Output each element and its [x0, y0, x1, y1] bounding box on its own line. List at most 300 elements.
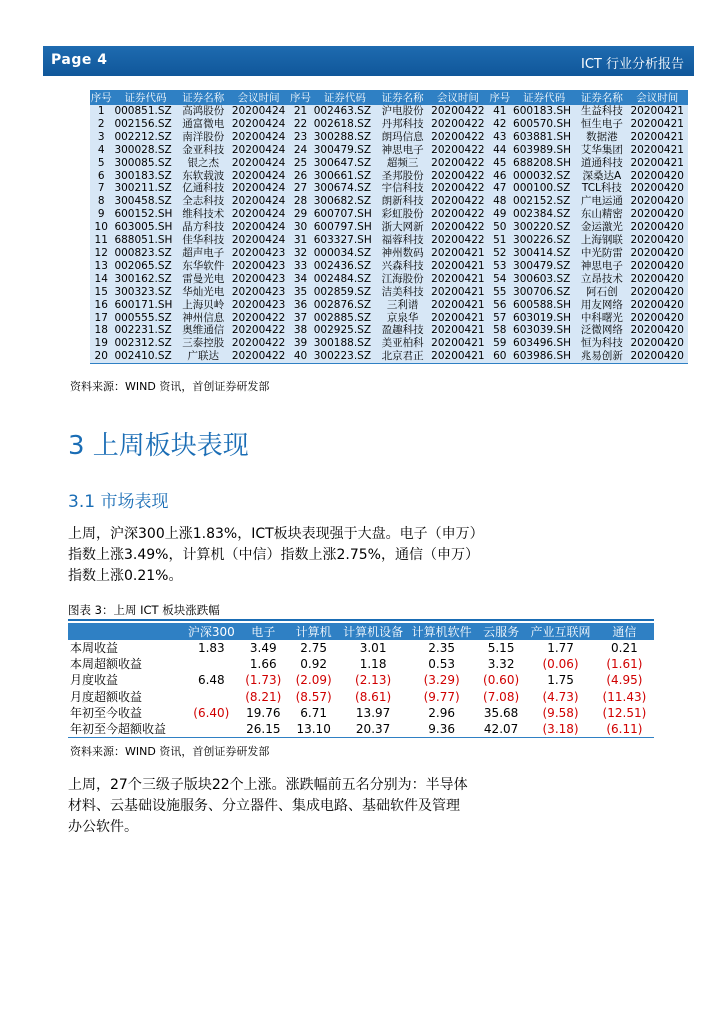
table-cell: 20200422	[427, 182, 488, 195]
table-row	[90, 105, 688, 118]
table-cell: (0.06)	[542, 657, 579, 672]
table-row	[90, 234, 688, 247]
table-cell: 道通科技	[577, 157, 626, 170]
table-cell: 002152.SZ	[511, 195, 577, 208]
table-cell: 603327.SH	[312, 234, 378, 247]
table-cell: 002484.SZ	[312, 273, 378, 286]
table-cell: 20200421	[427, 247, 488, 260]
table-row	[90, 157, 688, 170]
column-header: 通信	[595, 623, 654, 640]
table-cell: 3.32	[487, 657, 515, 672]
table-cell: 20200420	[626, 312, 688, 325]
table-cell: 0.92	[300, 657, 327, 672]
table-cell: 中光防雷	[577, 247, 626, 260]
table-row	[90, 312, 688, 325]
table-cell: 0.53	[428, 657, 455, 672]
table-cell: 13	[90, 260, 112, 273]
table-cell: 0.21	[611, 641, 638, 656]
table-cell: (9.77)	[423, 689, 460, 704]
column-header: 沪深300	[185, 623, 239, 640]
table-cell: 超频三	[378, 157, 427, 170]
table-cell: 20200422	[427, 131, 488, 144]
table-cell: 沪电股份	[378, 105, 427, 118]
table-cell: 广电运通	[577, 195, 626, 208]
table-cell	[185, 721, 239, 738]
table-cell: 600171.SH	[112, 299, 178, 312]
table-cell: 300661.SZ	[312, 170, 378, 183]
table-row	[90, 299, 688, 312]
table-cell: 14	[90, 273, 112, 286]
table-cell: 20200420	[626, 350, 688, 363]
row-label: 年初至今超额收益	[68, 721, 185, 738]
table-cell: 20200421	[427, 350, 488, 363]
table-cell: 20200421	[626, 144, 688, 157]
table-cell: 9.36	[407, 721, 476, 738]
table-cell: 20200421	[427, 260, 488, 273]
table-cell: 000823.SZ	[112, 247, 178, 260]
table-cell: 19	[90, 337, 112, 350]
table-cell: 用友网络	[577, 299, 626, 312]
table-cell: 恒生电子	[577, 118, 626, 131]
row-label: 月度收益	[70, 673, 119, 688]
table-cell: 50	[489, 221, 511, 234]
table-cell: (8.61)	[355, 689, 392, 704]
table-cell: 3.01	[359, 641, 387, 656]
table-cell: 三利谱	[378, 299, 427, 312]
table-cell: 300211.SZ	[112, 182, 178, 195]
table-cell: 深桑达A	[577, 170, 626, 183]
figure-title: 图表 3：上周 ICT 板块涨跌幅	[68, 603, 220, 617]
table-cell: 京泉华	[378, 312, 427, 325]
table-row	[90, 350, 688, 363]
table-cell: 20200424	[228, 131, 289, 144]
figure-source-note: 资料来源：WIND 资讯，首创证券研发部	[70, 745, 270, 758]
table-row	[68, 689, 654, 705]
table-cell: 002384.SZ	[511, 208, 577, 221]
table-cell: 5	[90, 157, 112, 170]
table-cell: 52	[489, 247, 511, 260]
table-cell: 27	[289, 182, 311, 195]
table-cell: (6.40)	[193, 705, 230, 720]
column-header: 证券代码	[511, 90, 577, 105]
table-cell: 20200421	[427, 312, 488, 325]
table-cell: 51	[489, 234, 511, 247]
table-cell: 华灿光电	[179, 286, 228, 299]
section-heading: 3 上周板块表现	[68, 431, 249, 461]
table-cell: 20200424	[228, 105, 289, 118]
table-cell: 1	[90, 105, 112, 118]
table-cell: 35.68	[483, 705, 519, 720]
table-cell: 2.96	[428, 705, 455, 720]
table-cell: 25	[289, 157, 311, 170]
table-cell: 朗玛信息	[378, 131, 427, 144]
table-cell: 002065.SZ	[112, 260, 178, 273]
table-cell: 600152.SH	[112, 208, 178, 221]
table-cell: 神州信息	[179, 312, 228, 325]
table-cell: 12	[90, 247, 112, 260]
table-cell: 002231.SZ	[112, 324, 178, 337]
table-cell: 20200424	[228, 170, 289, 183]
table-cell: 20200420	[626, 260, 688, 273]
table-cell: 20200420	[626, 234, 688, 247]
column-header: 电子	[238, 623, 288, 640]
table-cell: 1.75	[547, 673, 574, 688]
table-cell: 金亚科技	[179, 144, 228, 157]
table-cell: 600570.SH	[511, 118, 577, 131]
table-cell: 600588.SH	[511, 299, 577, 312]
table-cell: 20	[90, 350, 112, 363]
table-cell: 603986.SH	[511, 350, 577, 363]
table-cell: 洁美科技	[378, 286, 427, 299]
table-row	[68, 656, 654, 672]
table-cell: 600183.SH	[511, 105, 577, 118]
paragraph-line: 上周，沪深300上涨1.83%，ICT板块表现强于大盘。电子（申万）	[68, 526, 484, 542]
table-cell: 300479.SZ	[511, 260, 577, 273]
table-cell: 36	[289, 299, 311, 312]
table-cell: 朗新科技	[378, 195, 427, 208]
table-cell: 19.76	[246, 705, 281, 720]
table-cell: 20200422	[427, 170, 488, 183]
column-header: 会议时间	[427, 90, 488, 105]
table-cell: (12.51)	[602, 705, 647, 720]
table-cell: 34	[289, 273, 311, 286]
table-cell: 300028.SZ	[112, 144, 178, 157]
column-header: 会议时间	[228, 90, 289, 105]
table-row	[90, 286, 688, 299]
table-cell: 300706.SZ	[511, 286, 577, 299]
table-cell: 圣邦股份	[378, 170, 427, 183]
table-row	[68, 705, 654, 721]
paragraph-line: 办公软件。	[68, 819, 138, 835]
table-cell: 300414.SZ	[511, 247, 577, 260]
table-cell: 20200423	[228, 299, 289, 312]
table-cell: 300674.SZ	[312, 182, 378, 195]
table-cell: 48	[489, 195, 511, 208]
table-cell: (3.18)	[526, 721, 595, 738]
table-cell: 688051.SH	[112, 234, 178, 247]
table-cell: 20200423	[228, 286, 289, 299]
table-cell: (11.43)	[602, 689, 647, 704]
table-cell: 21	[289, 105, 311, 118]
table-cell: 603019.SH	[511, 312, 577, 325]
table-cell: 43	[489, 131, 511, 144]
table-cell: 24	[289, 144, 311, 157]
table-cell: 18	[90, 324, 112, 337]
table-cell: 600707.SH	[312, 208, 378, 221]
table-row	[90, 221, 688, 234]
table-cell: 浙大网新	[378, 221, 427, 234]
table-cell: 20200421	[427, 324, 488, 337]
table-row	[90, 273, 688, 286]
table-cell: 300647.SZ	[312, 157, 378, 170]
table-cell: 20200423	[228, 273, 289, 286]
table-cell: 银之杰	[179, 157, 228, 170]
table-cell: (9.58)	[542, 705, 579, 720]
table-cell: 20200420	[626, 182, 688, 195]
table-cell: 中科曙光	[577, 312, 626, 325]
row-label: 月度超额收益	[70, 689, 143, 704]
table-cell: 28	[289, 195, 311, 208]
table-cell: 20200420	[626, 273, 688, 286]
table-cell: 6.48	[197, 673, 225, 688]
table-header-row	[90, 90, 688, 105]
table-cell: 超声电子	[179, 247, 228, 260]
table-cell: 20.37	[339, 721, 408, 738]
table-cell: 20200422	[228, 350, 289, 363]
table-source-note: 资料来源：WIND 资讯，首创证券研发部	[70, 380, 270, 393]
table-cell: 20200422	[427, 144, 488, 157]
table-cell: 26.15	[238, 721, 288, 738]
table-cell: 002885.SZ	[312, 312, 378, 325]
table-cell: 42.07	[476, 721, 526, 738]
page-number: Page 4	[51, 52, 108, 68]
table-cell: 300188.SZ	[312, 337, 378, 350]
paragraph-line: 指数上涨0.21%。	[68, 568, 183, 584]
table-cell: 300323.SZ	[112, 286, 178, 299]
table-cell: 20200420	[626, 208, 688, 221]
paragraph-line: 上周，27个三级子版块22个上涨。涨跌幅前五名分别为：半导体	[68, 777, 468, 793]
table-cell: 1.18	[359, 657, 387, 672]
table-cell: 20200424	[228, 157, 289, 170]
column-header: 证券代码	[112, 90, 178, 105]
table-cell: 41	[489, 105, 511, 118]
table-cell: (8.57)	[295, 689, 332, 704]
table-row	[90, 195, 688, 208]
table-cell: 奥维通信	[179, 324, 228, 337]
table-cell: 300682.SZ	[312, 195, 378, 208]
table-cell: 54	[489, 273, 511, 286]
table-cell: 广联达	[179, 350, 228, 363]
table-cell: 26	[289, 170, 311, 183]
table-cell: 002859.SZ	[312, 286, 378, 299]
table-cell: 雷曼光电	[179, 273, 228, 286]
table-cell: 603496.SH	[511, 337, 577, 350]
market-summary-paragraph	[68, 524, 508, 587]
table-cell: 20200424	[228, 118, 289, 131]
table-cell: 58	[489, 324, 511, 337]
table-cell: (1.61)	[606, 657, 643, 672]
table-cell: 59	[489, 337, 511, 350]
table-cell: 20200423	[228, 247, 289, 260]
table-cell: 300288.SZ	[312, 131, 378, 144]
row-label: 本周收益	[70, 641, 119, 656]
table-cell: 维科技术	[179, 208, 228, 221]
table-cell: 20200424	[228, 144, 289, 157]
column-header: 证券代码	[312, 90, 378, 105]
table-cell: (7.08)	[483, 689, 520, 704]
table-cell: 上海钢联	[577, 234, 626, 247]
table-cell: 300226.SZ	[511, 234, 577, 247]
row-label: 年初至今收益	[70, 705, 143, 720]
table-cell: 3.49	[249, 641, 277, 656]
table-cell: 688208.SH	[511, 157, 577, 170]
paragraph-line: 材料、云基础设施服务、分立器件、集成电路、基础软件及管理	[68, 798, 460, 814]
table-cell: 1.66	[249, 657, 277, 672]
table-cell: 002925.SZ	[312, 324, 378, 337]
table-cell: 33	[289, 260, 311, 273]
table-cell: 3	[90, 131, 112, 144]
table-cell: 东软载波	[179, 170, 228, 183]
table-cell: 002410.SZ	[112, 350, 178, 363]
table-cell: 30	[289, 221, 311, 234]
table-cell: 三泰控股	[179, 337, 228, 350]
table-cell: 002312.SZ	[112, 337, 178, 350]
column-header: 序号	[90, 92, 112, 104]
table-cell: 福蓉科技	[378, 234, 427, 247]
table-row	[68, 672, 654, 688]
table-cell: 002463.SZ	[312, 105, 378, 118]
table-cell: 2.75	[300, 641, 327, 656]
table-cell: 神思电子	[378, 144, 427, 157]
table-cell: 20200420	[626, 170, 688, 183]
table-cell: 2.35	[428, 641, 455, 656]
page-header	[43, 46, 694, 76]
table-cell: 20200423	[228, 260, 289, 273]
table-cell: 300162.SZ	[112, 273, 178, 286]
table-cell: 002212.SZ	[112, 131, 178, 144]
table-cell: 300183.SZ	[112, 170, 178, 183]
table-cell: 1.83	[197, 641, 225, 656]
table-cell: 神州数码	[378, 247, 427, 260]
table-cell: 20200422	[427, 195, 488, 208]
table-cell: 20200422	[427, 208, 488, 221]
meeting-schedule-table	[90, 90, 688, 364]
table-cell: 20200420	[626, 286, 688, 299]
table-cell: 300458.SZ	[112, 195, 178, 208]
table-cell: 艾华集团	[577, 144, 626, 157]
table-cell: 42	[489, 118, 511, 131]
ict-sector-performance-table	[68, 623, 654, 738]
table-cell: 泛微网络	[577, 324, 626, 337]
table-cell: 49	[489, 208, 511, 221]
table-cell: 20200421	[427, 299, 488, 312]
column-header: 计算机	[288, 623, 338, 640]
table-cell: 20200424	[228, 234, 289, 247]
table-cell: (6.11)	[595, 721, 654, 738]
table-cell: 603039.SH	[511, 324, 577, 337]
table-cell: 20200421	[626, 157, 688, 170]
table-row	[90, 260, 688, 273]
table-cell: 300085.SZ	[112, 157, 178, 170]
table-cell: 20200422	[427, 118, 488, 131]
table-cell: 32	[289, 247, 311, 260]
table-cell: 53	[489, 260, 511, 273]
table-cell: 20200420	[626, 221, 688, 234]
column-header: 序号	[489, 92, 511, 104]
table-cell: 北京君正	[378, 350, 427, 363]
table-cell: (3.29)	[423, 673, 460, 688]
table-row	[90, 144, 688, 157]
table-cell: 兆易创新	[577, 350, 626, 363]
table-cell: 55	[489, 286, 511, 299]
table-cell: 阿石创	[577, 286, 626, 299]
table-cell: 11	[90, 234, 112, 247]
table-cell: 40	[289, 350, 311, 363]
column-header: 计算机设备	[339, 623, 408, 640]
table-cell: 20200422	[427, 234, 488, 247]
table-cell: 丹邦科技	[378, 118, 427, 131]
paragraph-line: 指数上涨3.49%，计算机（中信）指数上涨2.75%，通信（申万）	[68, 547, 479, 563]
table-cell: 300603.SZ	[511, 273, 577, 286]
table-cell: 2	[90, 118, 112, 131]
table-cell: 20200422	[427, 105, 488, 118]
table-cell: 神思电子	[577, 260, 626, 273]
table-cell	[185, 656, 239, 672]
table-cell: 20200422	[427, 221, 488, 234]
table-cell: 000034.SZ	[312, 247, 378, 260]
table-cell: 37	[289, 312, 311, 325]
table-cell: 17	[90, 312, 112, 325]
table-cell: 000851.SZ	[112, 105, 178, 118]
column-header: 证券名称	[179, 90, 228, 105]
table-row	[90, 247, 688, 260]
table-cell: 20200421	[626, 105, 688, 118]
table-cell: 1.77	[547, 641, 574, 656]
table-cell: 57	[489, 312, 511, 325]
table-cell: 20200422	[228, 324, 289, 337]
column-header: 云服务	[476, 623, 526, 640]
table-cell: 39	[289, 337, 311, 350]
table-cell: 002618.SZ	[312, 118, 378, 131]
table-cell: 20200421	[427, 337, 488, 350]
table-cell: 宇信科技	[378, 182, 427, 195]
table-cell: 13.10	[288, 721, 338, 738]
table-cell: (4.73)	[542, 689, 579, 704]
table-cell: 通富微电	[179, 118, 228, 131]
table-cell: (2.09)	[295, 673, 332, 688]
table-cell: 盈趣科技	[378, 324, 427, 337]
table-cell: 20200422	[228, 312, 289, 325]
table-cell: 20200420	[626, 247, 688, 260]
table-cell: 9	[90, 208, 112, 221]
table-cell: 数据港	[577, 131, 626, 144]
table-header-row	[68, 623, 654, 640]
table-cell: 56	[489, 299, 511, 312]
table-cell: 上海贝岭	[179, 299, 228, 312]
table-row	[90, 182, 688, 195]
table-row	[90, 170, 688, 183]
table-cell: 佳华科技	[179, 234, 228, 247]
column-header: 会议时间	[626, 90, 688, 105]
report-title: ICT 行业分析报告	[581, 57, 684, 72]
table-cell: 44	[489, 144, 511, 157]
table-cell: 23	[289, 131, 311, 144]
table-row	[90, 208, 688, 221]
table-cell: 彩虹股份	[378, 208, 427, 221]
table-cell: 20200420	[626, 337, 688, 350]
table-cell: 亿通科技	[179, 182, 228, 195]
table-cell: 20200420	[626, 195, 688, 208]
table-cell: 000555.SZ	[112, 312, 178, 325]
table-cell: 晶方科技	[179, 221, 228, 234]
subsector-summary-paragraph	[68, 775, 508, 838]
table-cell: 60	[489, 350, 511, 363]
table-cell	[185, 689, 239, 705]
subsection-heading: 3.1 市场表现	[68, 492, 169, 512]
table-cell: 16	[90, 299, 112, 312]
table-cell: 20200420	[626, 299, 688, 312]
table-cell: 全志科技	[179, 195, 228, 208]
table-cell: 南洋股份	[179, 131, 228, 144]
table-row	[90, 337, 688, 350]
table-cell: 47	[489, 182, 511, 195]
column-header: 证券名称	[577, 90, 626, 105]
table-cell: (8.21)	[245, 689, 282, 704]
column-header: 序号	[290, 92, 312, 104]
table-cell: 002876.SZ	[312, 299, 378, 312]
table-cell: 江海股份	[378, 273, 427, 286]
table-cell: (2.13)	[355, 673, 392, 688]
